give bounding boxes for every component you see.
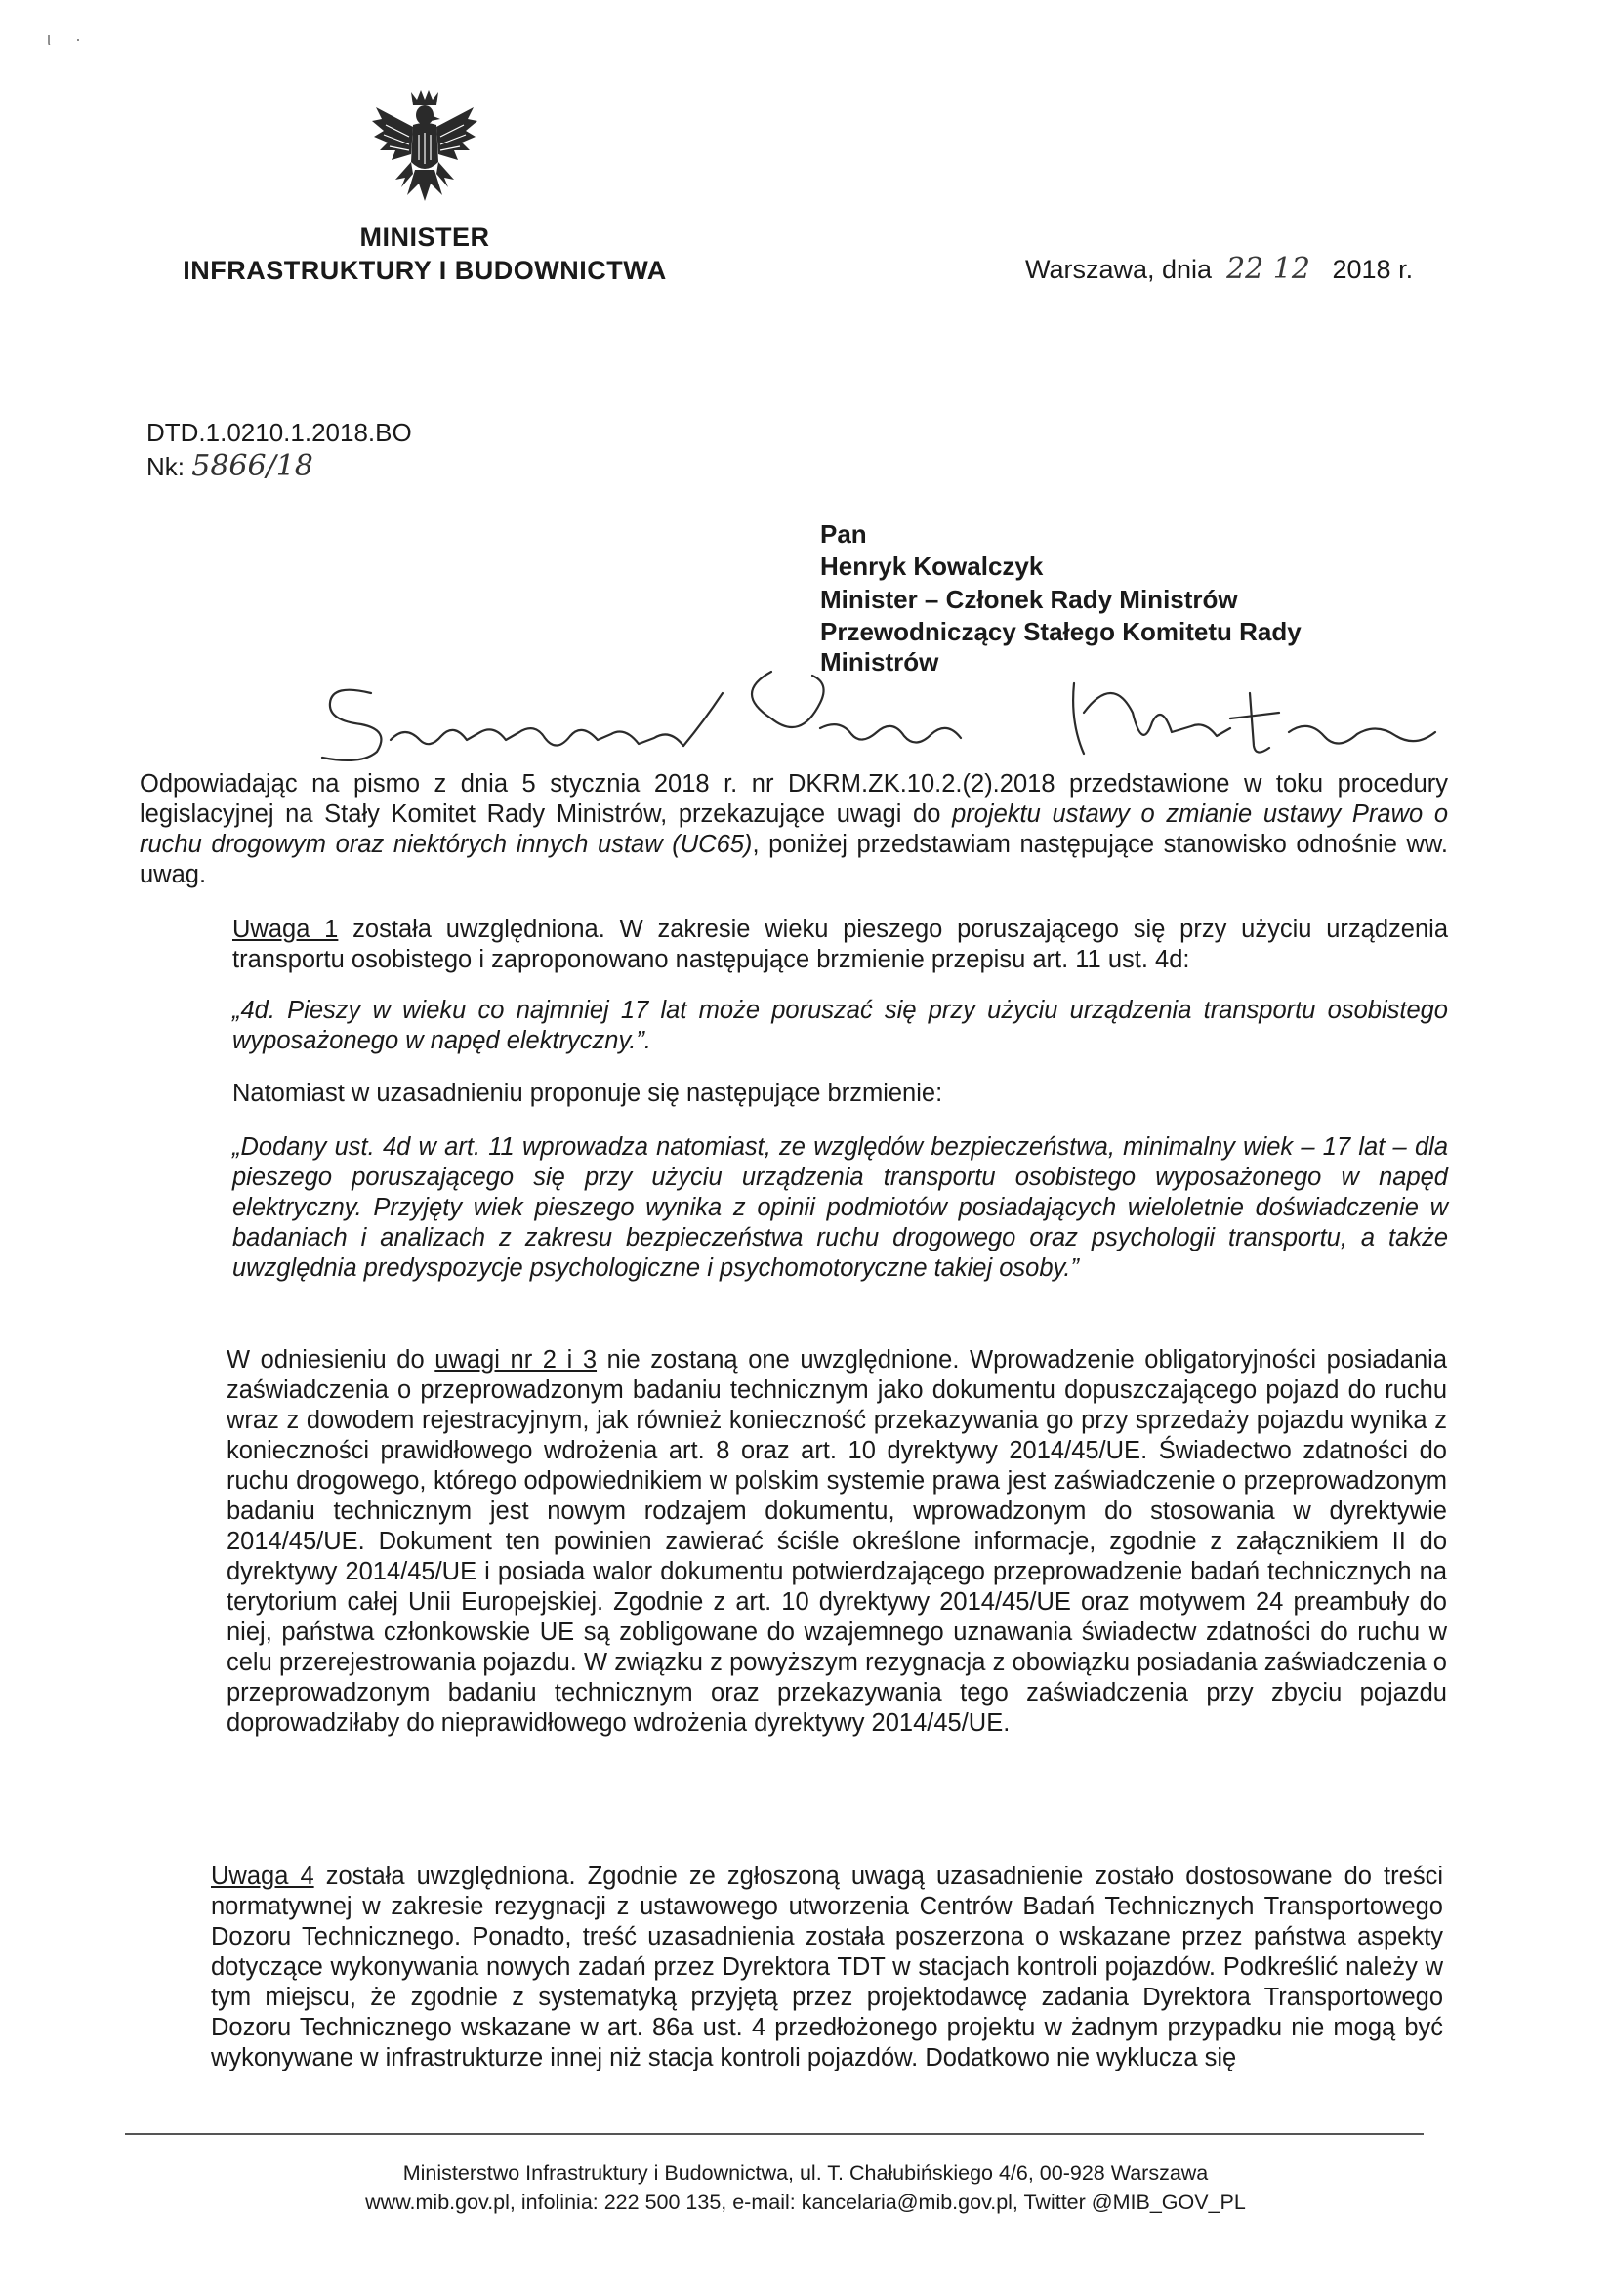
handwritten-greeting [312, 664, 1445, 776]
remark-4-label: Uwaga 4 [211, 1863, 314, 1890]
nk-reference [146, 449, 313, 483]
opening-text-1: Odpowiadając na pismo z dnia 5 stycznia 2018 r. nr DKRM.ZK.10.2.(2).2018 przedstawione w toku procedury legislacyjnej na Stały Komitet Rady Ministrów, przekazujące uwagi do [140, 770, 1448, 828]
date-prefix: Warszawa, dnia [1025, 255, 1213, 284]
scan-mark: ι · [47, 29, 81, 49]
remarks-2-3-paragraph [227, 1345, 1447, 1739]
opening-text-2: , poniżej przedstawiam następujące stanowisko odnośnie ww. uwag. [140, 831, 1449, 888]
remark-1-text: została uwzględniona. W zakresie wieku pieszego poruszającego się przy użyciu urządzenia transportu osobistego i zaproponowano następujące brzmienie przepisu art. 11 ust. 4d: [232, 916, 1448, 973]
date-suffix: 2018 r. [1332, 255, 1414, 284]
opening-paragraph [140, 769, 1448, 890]
issuer-line-2: INFRASTRUKTURY I BUDOWNICTWA [183, 256, 667, 285]
justification-intro: Natomiast w uzasadnieniu proponuje się następujące brzmienie: [232, 1080, 943, 1107]
remark-4-paragraph [211, 1862, 1443, 2073]
quoted-provision-4d: „4d. Pieszy w wieku co najmniej 17 lat może poruszać się przy użyciu urządzenia transportu osobistego wyposażonego w napęd elektryczny.”. [232, 997, 1448, 1054]
remarks-2-3-label: uwagi nr 2 i 3 [434, 1346, 598, 1374]
date-line [1025, 252, 1413, 286]
footer-address: Ministerstwo Infrastruktury i Budownictwa, ul. T. Chałubińskiego 4/6, 00-928 Warszawa [402, 2161, 1209, 2185]
bill-title: projektu ustawy o zmianie ustawy Prawo o ruchu drogowym oraz niektórych innych ustaw (UC65) [140, 800, 1449, 858]
remarks-2-3-text: nie zostaną one uwzględnione. Wprowadzenie obligatoryjności posiadania zaświadczenia o przeprowadzonym badaniu technicznym jako dokumentu dopuszczającego pojazd do ruchu wraz z dowodem rejestracyjnym, jak również konieczność przekazywania go przy sprzedaży pojazdu wynika z konieczności prawidłowego wdrożenia art. 8 oraz art. 10 dyrektywy 2014/45/UE. Świadectwo zdatności do ruchu drogowego, którego odpowiednikiem w polskim systemie prawa jest zaświadczenie o przeprowadzonym badaniu technicznym jest nowym rodzajem dokumentu, wprowadzonym do stosowania w dyrektywie 2014/45/UE. Dokument ten powinien zawierać ściśle określone informacje, zgodnie z załącznikiem II do dyrektywy 2014/45/UE i posiada walor dokumentu potwierdzającego przeprowadzenie badań technicznych na terytorium całej Unii Europejskiej. Zgodnie z art. 10 dyrektywy 2014/45/UE oraz motywem 24 preambuły do niej, państwa członkowskie UE są zobligowane do wzajemnego uznawania świadectw zdatności do ruchu w celu przerejestrowania pojazdu. W związku z powyższym rezygnacja z obowiązku posiadania zaświadczenia o przeprowadzonym badaniu technicznym oraz przekazywania tego zaświadczenia przy zbyciu pojazdu doprowadziłaby do nieprawidłowego wdrożenia dyrektywy 2014/45/UE. [227, 1346, 1447, 1737]
handwritten-date: 22 12 [1226, 252, 1310, 286]
remark-1-label: Uwaga 1 [232, 916, 339, 943]
quoted-justification: „Dodany ust. 4d w art. 11 wprowadza natomiast, ze względów bezpieczeństwa, minimalny wiek – 17 lat – dla pieszego poruszającego się przy użyciu urządzenia transportu osobistego wyposażonego w napęd elektryczny. Przyjęty wiek pieszego wynika z opinii podmiotów posiadających wieloletnie doświadczenie w badaniach i analizach z zakresu bezpieczeństwa ruchu drogowego oraz psychologii transportu, a także uwzględnia predyspozycje psychologiczne i psychomotoryczne takiej osoby.” [232, 1133, 1448, 1282]
remark-4-text: została uwzględniona. Zgodnie ze zgłoszoną uwagą uzasadnienie zostało dostosowane do treści normatywnej w zakresie rezygnacji z ustawowego utworzenia Centrów Badań Technicznych Transportowego Dozoru Technicznego. Ponadto, treść uzasadnienia została poszerzona o wskazane przez państwa aspekty dotyczące wykonywania nowych zadań przez Dyrektora TDT w stacjach kontroli pojazdów. Podkreślić należy w tym miejscu, że zgodnie z systematyką przyjętą przez projektodawcę zadania Dyrektora Transportowego Dozoru Technicznego wskazane w art. 86a ust. 4 przedłożonego projektu w żadnym przypadku nie mogą być wykonywane w infrastrukturze innej niż stacja kontroli pojazdów. Dodatkowo nie wyklucza się [211, 1863, 1443, 2071]
addressee-name: Henryk Kowalczyk [820, 552, 1044, 581]
nk-label: Nk: [146, 452, 185, 481]
addressee-role-3: Ministrów [820, 647, 939, 676]
footer-divider [125, 2133, 1424, 2135]
polish-eagle-emblem-icon [366, 86, 483, 218]
nk-handwritten-number: 5866/18 [191, 449, 313, 483]
remarks-2-3-prefix: W odniesieniu do [227, 1346, 435, 1374]
addressee-role-2: Przewodniczący Stałego Komitetu Rady [820, 617, 1302, 646]
remark-1-paragraph [232, 915, 1448, 975]
footer-contacts: www.mib.gov.pl, infolinia: 222 500 135, e-mail: kancelaria@mib.gov.pl, Twitter @MIB_GOV_PL [365, 2191, 1246, 2214]
addressee-role-1: Minister – Członek Rady Ministrów [820, 585, 1238, 614]
case-reference: DTD.1.0210.1.2018.BO [146, 418, 412, 447]
addressee-salutation: Pan [820, 519, 867, 549]
issuer-line-1: MINISTER [359, 223, 490, 252]
